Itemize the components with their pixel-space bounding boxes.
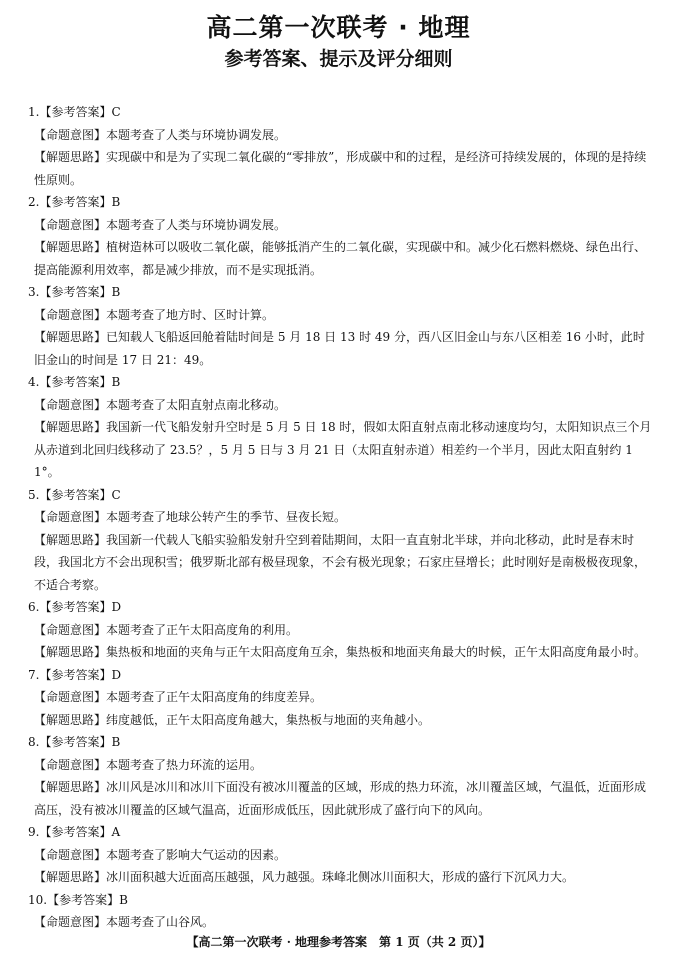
intent-line: 【命题意图】本题考查了人类与环境协调发展。 bbox=[34, 127, 287, 142]
intent-line: 【命题意图】本题考查了影响大气运动的因素。 bbox=[34, 847, 287, 862]
analysis-line: 【解题思路】我国新一代载人飞船实验船发射升空到着陆期间，太阳一直直射北半球，并向北移动，此时是春末时段，我国北方不会出现积雪；俄罗斯北部有极昼现象，不会有极光现象；石家庄昼增长；此时刚好是南极极夜现象，不适合考察。 bbox=[34, 532, 647, 592]
answer-line: 7.【参考答案】D bbox=[28, 667, 122, 682]
question-item bbox=[28, 191, 652, 281]
question-item bbox=[28, 371, 652, 484]
question-item bbox=[28, 731, 652, 821]
analysis-line: 【解题思路】冰川面积越大近面高压越强，风力越强。珠峰北侧冰川面积大，形成的盛行下沉风力大。 bbox=[34, 870, 575, 884]
intent-line: 【命题意图】本题考查了正午太阳高度角的纬度差异。 bbox=[34, 690, 323, 704]
question-item bbox=[28, 664, 652, 732]
answer-line: 4.【参考答案】B bbox=[28, 375, 121, 389]
answer-line: 10.【参考答案】B bbox=[28, 892, 128, 907]
analysis-line: 【解题思路】植树造林可以吸收二氧化碳，能够抵消产生的二氧化碳，实现碳中和。减少化石燃料燃烧、绿色出行、提高能源利用效率，都是减少排放，而不是实现抵消。 bbox=[34, 240, 647, 277]
analysis-line: 【解题思路】实现碳中和是为了实现二氧化碳的“零排放”，形成碳中和的过程，是经济可持续发展的，体现的是持续性原则。 bbox=[34, 150, 647, 187]
answer-line: 8.【参考答案】B bbox=[28, 735, 121, 749]
question-item bbox=[28, 484, 652, 597]
intent-line: 【命题意图】本题考查了人类与环境协调发展。 bbox=[34, 217, 287, 232]
answer-line: 1.【参考答案】C bbox=[28, 105, 121, 119]
question-item bbox=[28, 821, 652, 889]
analysis-line: 【解题思路】集热板和地面的夹角与正午太阳高度角互余，集热板和地面夹角最大的时候，正午太阳高度角最小时。 bbox=[34, 645, 647, 659]
answer-line: 2.【参考答案】B bbox=[28, 195, 121, 209]
answer-line: 3.【参考答案】B bbox=[28, 285, 121, 299]
answer-line: 6.【参考答案】D bbox=[28, 600, 122, 614]
question-item bbox=[28, 596, 652, 664]
page-footer: 【高二第一次联考 · 地理参考答案 第 1 页（共 2 页）】 bbox=[186, 935, 491, 949]
question-item bbox=[28, 281, 652, 371]
analysis-line: 【解题思路】已知载人飞船返回舱着陆时间是 5 月 18 日 13 时 49 分，西八区旧金山与东八区相差 16 小时，此时旧金山的时间是 17 日 21：49。 bbox=[34, 330, 645, 367]
question-item bbox=[28, 889, 652, 934]
page-subtitle: 参考答案、提示及评分细则 bbox=[224, 48, 453, 70]
analysis-line: 【解题思路】纬度越低，正午太阳高度角越大，集热板与地面的夹角越小。 bbox=[34, 712, 431, 727]
answer-line: 5.【参考答案】C bbox=[28, 487, 121, 502]
analysis-line: 【解题思路】冰川风是冰川和冰川下面没有被冰川覆盖的区域，形成的热力环流，冰川覆盖区域，气温低，近面形成高压，没有被冰川覆盖的区域气温高，近面形成低压，因此就形成了盛行向下的风向。 bbox=[34, 780, 647, 817]
intent-line: 【命题意图】本题考查了正午太阳高度角的利用。 bbox=[34, 622, 299, 637]
analysis-line: 【解题思路】我国新一代飞船发射升空时是 5 月 5 日 18 时，假如太阳直射点南北移动速度均匀，太阳知识点三个月从赤道到北回归线移动了 23.5？，5 月 5 日与 3 月 21 日（太阳直射赤道）相差约一个半月，因此太阳直射约 11°。 bbox=[34, 420, 652, 479]
answer-line: 9.【参考答案】A bbox=[28, 825, 121, 839]
answers-list bbox=[28, 101, 652, 934]
intent-line: 【命题意图】本题考查了地球公转产生的季节、昼夜长短。 bbox=[34, 510, 347, 524]
question-item bbox=[28, 101, 652, 191]
intent-line: 【命题意图】本题考查了太阳直射点南北移动。 bbox=[34, 397, 287, 412]
intent-line: 【命题意图】本题考查了热力环流的运用。 bbox=[34, 757, 263, 772]
page-title: 高二第一次联考 · 地理 bbox=[206, 13, 471, 42]
intent-line: 【命题意图】本题考查了地方时、区时计算。 bbox=[34, 307, 275, 322]
intent-line: 【命题意图】本题考查了山谷风。 bbox=[34, 915, 215, 929]
